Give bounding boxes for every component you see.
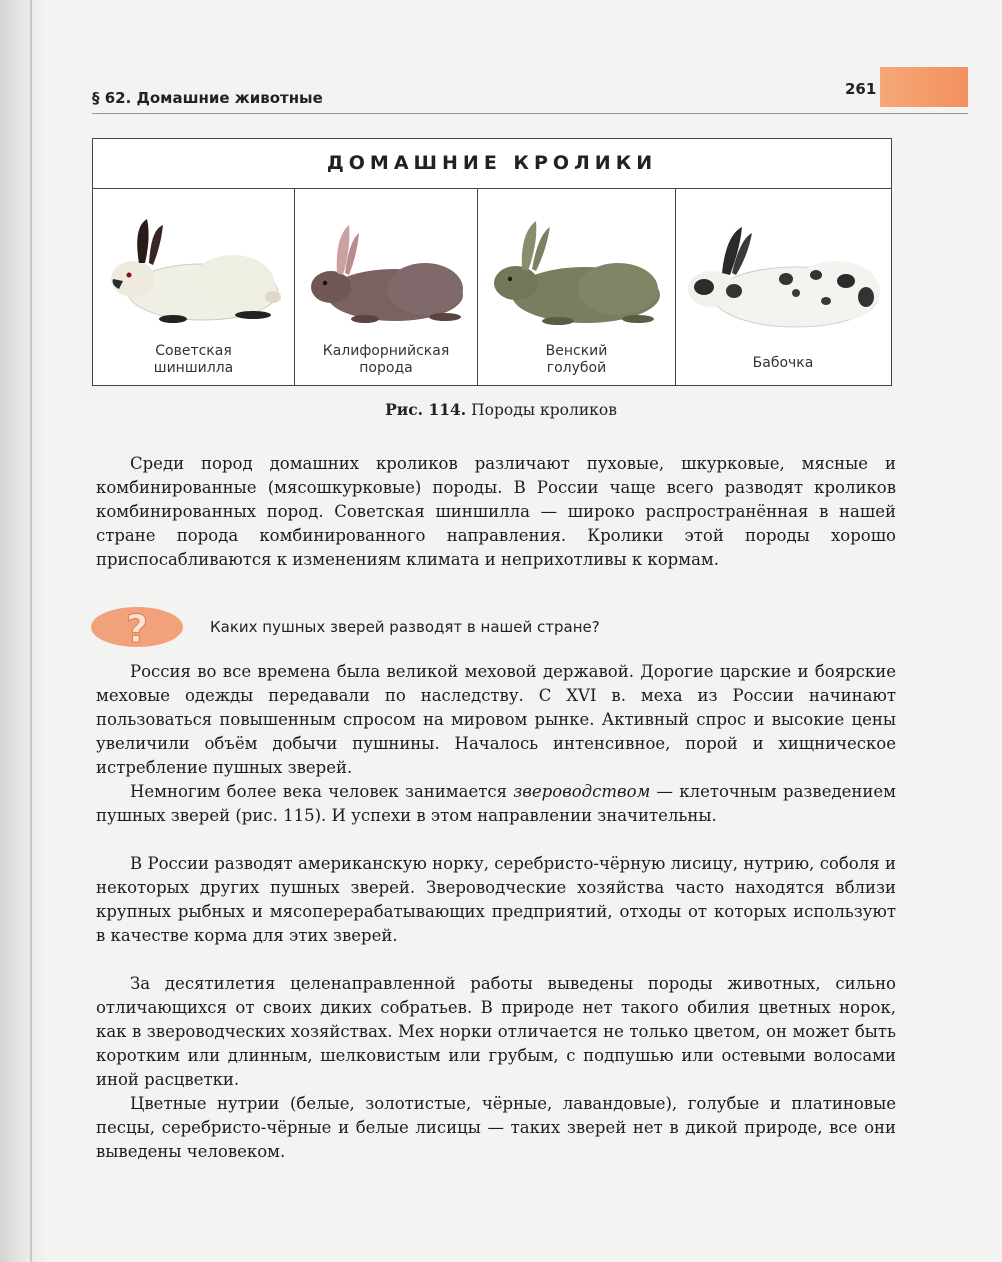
- paragraph-2: Россия во все времена была великой меховой державой. Дорогие царские и боярские меховые одежды передавали по наследству. С XVI в. меха из России начинают пользоваться повышенным спросом на мировом рынке. Активный спрос и высокие цены увеличили объём добычи пушнины. Началось интенсивное, порой и хищническое истребление пушных зверей.: [96, 662, 896, 777]
- page-tab-marker: [880, 67, 968, 107]
- page-number: 261: [845, 80, 877, 98]
- paragraph-5: За десятилетия целенаправленной работы выведены породы животных, сильно отличающихся от своих диких собратьев. В природе нет такого обилия цветных норок, как в звероводческих хозяйствах. Мех норки отличается не только цветом, он может быть коротким или длинным, шелковистым или грубым, с подпушью или остевыми волосами иной расцветки.: [96, 974, 896, 1089]
- brown-rabbit-icon: [295, 197, 478, 337]
- figure-title: ДОМАШНИЕ КРОЛИКИ: [93, 139, 891, 189]
- page-edge-line: [30, 0, 32, 1262]
- figure-caption: Рис. 114. Породы кроликов: [385, 400, 617, 419]
- breed-cell-butterfly: [676, 189, 890, 385]
- breed-cell-californian: [295, 189, 478, 385]
- header-divider: [92, 113, 968, 114]
- paragraph-1: Среди пород домашних кроликов различают пуховые, шкурковые, мясные и комбинированные (мясошкурковые) породы. В России чаще всего разводят кроликов комбинированных пород. Советская шиншилла — широко распространённая в нашей стране порода комбинированного направления. Кролики этой породы хорошо приспосабливаются к изменениям климата и неприхотливы к кормам.: [96, 454, 896, 569]
- breed-label: Венский голубой: [545, 343, 608, 376]
- breed-label: Бабочка: [752, 355, 814, 371]
- term-fur-farming: звероводством: [513, 782, 651, 801]
- paragraph-3: Немногим более века человек занимается звероводством — клеточным разведением пушных зверей (рис. 115). И успехи в этом направлении значительны.: [96, 782, 896, 825]
- svg-text:?: ?: [125, 607, 149, 650]
- grey-rabbit-icon: [478, 197, 676, 337]
- breed-cell-vienna-blue: [478, 189, 676, 385]
- white-rabbit-icon: [93, 197, 295, 337]
- rabbit-breeds-figure: [92, 138, 892, 386]
- question-mark-icon: [90, 604, 184, 650]
- section-title: § 62. Домашние животные: [92, 89, 323, 107]
- page-edge-shadow: [0, 0, 46, 1262]
- paragraph-4: В России разводят американскую норку, серебристо-чёрную лисицу, нутрию, соболя и некоторых других пушных зверей. Звероводческие хозяйства часто находятся вблизи крупных рыбных и мясоперерабатывающих предприятий, отходы от которых используют в качестве корма для этих зверей.: [96, 854, 896, 945]
- breed-label: Калифорнийская порода: [322, 343, 450, 376]
- breed-label: Советская шиншилла: [153, 343, 234, 376]
- paragraph-6: Цветные нутрии (белые, золотистые, чёрные, лавандовые), голубые и платиновые песцы, серебристо-чёрные и белые лисицы — таких зверей нет в дикой природе, все они выведены человеком.: [96, 1094, 896, 1161]
- question-text: Каких пушных зверей разводят в нашей стране?: [210, 618, 600, 636]
- spotted-rabbit-icon: [676, 197, 890, 337]
- breed-cell-chinchilla: [93, 189, 295, 385]
